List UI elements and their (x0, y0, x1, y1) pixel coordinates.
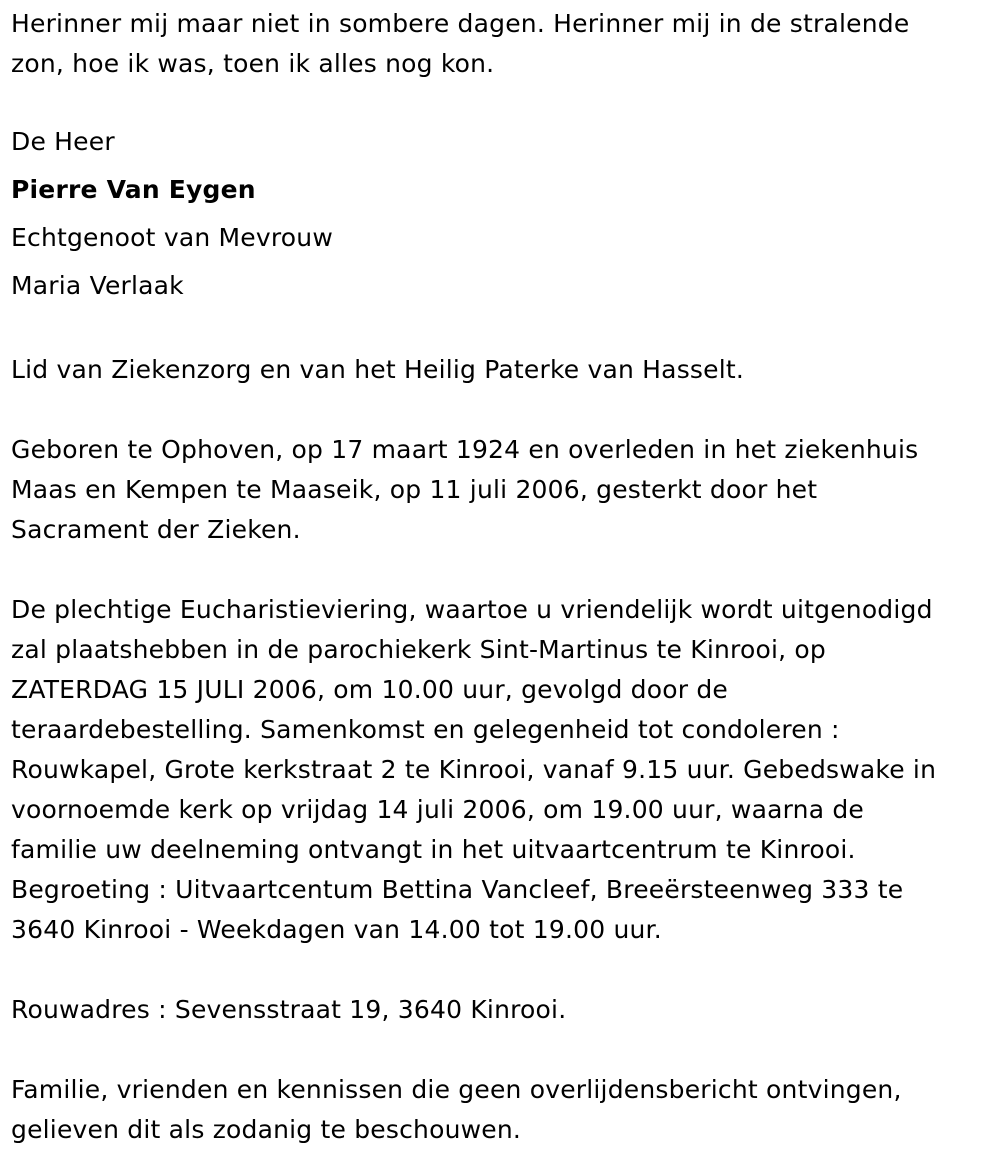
poem-line-1: Herinner mij maar niet in sombere dagen. Herinner mij in de stralende (11, 9, 910, 38)
ceremony-line-7: familie uw deelneming ontvangt in het uitvaartcentrum te Kinrooi. (11, 835, 856, 864)
spacer (11, 550, 991, 590)
membership-line: Lid van Ziekenzorg en van het Heilig Paterke van Hasselt. (11, 355, 745, 384)
ceremony-line-8: Begroeting : Uitvaartcentum Bettina Vancleef, Breeërsteenweg 333 te (11, 875, 904, 904)
ceremony-paragraph (11, 590, 991, 950)
birth-death-line-1: Geboren te Ophoven, op 17 maart 1924 en overleden in het ziekenhuis (11, 435, 919, 464)
obituary-document (11, 0, 991, 1150)
closing-line-1: Familie, vrienden en kennissen die geen overlijdensbericht ontvingen, (11, 1075, 902, 1104)
deceased-name: Pierre Van Eygen (11, 175, 256, 204)
birth-death-line-3: Sacrament der Zieken. (11, 515, 301, 544)
ceremony-line-9: 3640 Kinrooi - Weekdagen van 14.00 tot 19.00 uur. (11, 915, 662, 944)
spacer (11, 310, 991, 350)
birth-death-paragraph (11, 430, 991, 550)
ceremony-line-4: teraardebestelling. Samenkomst en gelegenheid tot condoleren : (11, 715, 840, 744)
ceremony-line-2: zal plaatshebben in de parochiekerk Sint-Martinus te Kinrooi, op (11, 635, 826, 664)
spouse-line-2: Maria Verlaak (11, 271, 184, 300)
closing-line-2: gelieven dit als zodanig te beschouwen. (11, 1115, 522, 1144)
spouse-line-1: Echtgenoot van Mevrouw (11, 223, 333, 252)
closing-paragraph (11, 1070, 991, 1150)
mourning-address-paragraph (11, 990, 991, 1030)
mourning-address: Rouwadres : Sevensstraat 19, 3640 Kinrooi. (11, 995, 567, 1024)
ceremony-line-5: Rouwkapel, Grote kerkstraat 2 te Kinrooi, vanaf 9.15 uur. Gebedswake in (11, 755, 937, 784)
spacer (11, 390, 991, 430)
ceremony-line-6: voornoemde kerk op vrijdag 14 juli 2006, om 19.00 uur, waarna de (11, 795, 865, 824)
birth-death-line-2: Maas en Kempen te Maaseik, op 11 juli 2006, gesterkt door het (11, 475, 818, 504)
poem-paragraph (11, 0, 991, 84)
ceremony-line-3: ZATERDAG 15 JULI 2006, om 10.00 uur, gevolgd door de (11, 675, 728, 704)
announcement-block (11, 118, 991, 310)
membership-paragraph (11, 350, 991, 390)
poem-line-2: zon, hoe ik was, toen ik alles nog kon. (11, 49, 495, 78)
spacer (11, 950, 991, 990)
spacer (11, 1030, 991, 1070)
ceremony-line-1: De plechtige Eucharistieviering, waartoe u vriendelijk wordt uitgenodigd (11, 595, 933, 624)
salutation: De Heer (11, 127, 115, 156)
